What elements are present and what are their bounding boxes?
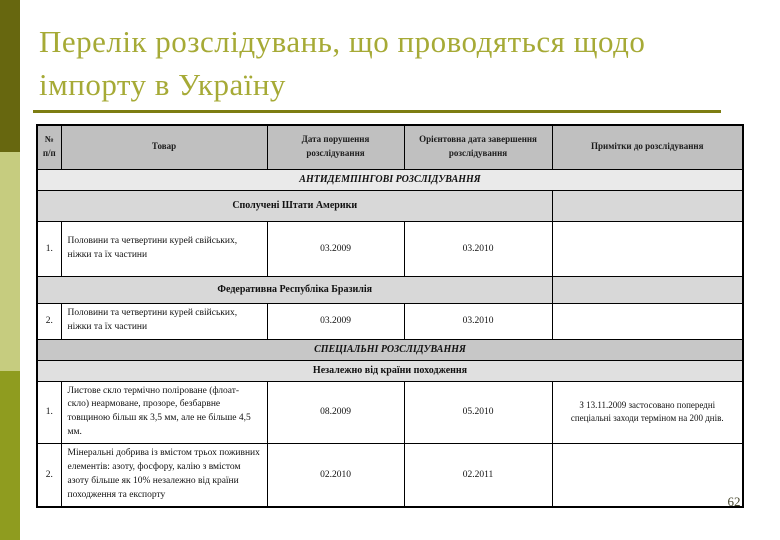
row-start-date: 03.2009 bbox=[267, 221, 404, 276]
section-row-special bbox=[37, 339, 743, 360]
table-row bbox=[37, 303, 743, 339]
country-label-brazil: Федеративна Республіка Бразилія bbox=[37, 276, 552, 303]
header-product: Товар bbox=[61, 125, 267, 169]
accent-bar-segment-dark bbox=[0, 0, 20, 152]
row-end-date: 03.2010 bbox=[404, 303, 552, 339]
row-start-date: 08.2009 bbox=[267, 381, 404, 443]
table-row bbox=[37, 221, 743, 276]
section-label-antidumping: АНТИДЕМПІНГОВІ РОЗСЛІДУВАННЯ bbox=[37, 169, 743, 190]
header-start-date: Дата порушення розслідування bbox=[267, 125, 404, 169]
country-row-usa bbox=[37, 190, 743, 221]
row-start-date: 02.2010 bbox=[267, 443, 404, 507]
row-end-date: 05.2010 bbox=[404, 381, 552, 443]
row-notes bbox=[552, 303, 743, 339]
country-row-brazil bbox=[37, 276, 743, 303]
table-header-row bbox=[37, 125, 743, 169]
row-product: Половини та четвертини курей свійських, ніжки та їх частини bbox=[61, 221, 267, 276]
section-row-any-origin bbox=[37, 360, 743, 381]
header-end-date: Орієнтовна дата завершення розслідування bbox=[404, 125, 552, 169]
slide-title: Перелік розслідувань, що проводяться щодо імпорту в Україну bbox=[39, 24, 646, 103]
row-number: 1. bbox=[37, 221, 61, 276]
section-label-special: СПЕЦІАЛЬНІ РОЗСЛІДУВАННЯ bbox=[37, 339, 743, 360]
row-end-date: 02.2011 bbox=[404, 443, 552, 507]
row-end-date: 03.2010 bbox=[404, 221, 552, 276]
accent-bar-segment-light bbox=[0, 152, 20, 371]
title-underline bbox=[33, 110, 721, 113]
row-product: Половини та четвертини курей свійських, ніжки та їх частини bbox=[61, 303, 267, 339]
slide-number: 62 bbox=[727, 494, 741, 509]
table-row bbox=[37, 443, 743, 507]
table-row bbox=[37, 381, 743, 443]
left-accent-bar bbox=[0, 0, 20, 540]
row-notes: З 13.11.2009 застосовано попередні спеціальні заходи терміном на 200 днів. bbox=[552, 381, 743, 443]
header-num: № п/п bbox=[37, 125, 61, 169]
row-notes bbox=[552, 221, 743, 276]
row-number: 2. bbox=[37, 443, 61, 507]
section-label-any-origin: Незалежно від країни походження bbox=[37, 360, 743, 381]
investigations-table bbox=[36, 124, 744, 508]
section-row-antidumping bbox=[37, 169, 743, 190]
accent-bar-segment-olive bbox=[0, 371, 20, 540]
row-product: Мінеральні добрива із вмістом трьох поживних елементів: азоту, фосфору, калію з вмістом азоту більше як 10% незалежно від країни походження та експорту bbox=[61, 443, 267, 507]
row-start-date: 03.2009 bbox=[267, 303, 404, 339]
country-label-usa: Сполучені Штати Америки bbox=[37, 190, 552, 221]
row-number: 2. bbox=[37, 303, 61, 339]
country-row-brazil-notes-cell bbox=[552, 276, 743, 303]
country-row-usa-notes-cell bbox=[552, 190, 743, 221]
header-notes: Примітки до розслідування bbox=[552, 125, 743, 169]
row-number: 1. bbox=[37, 381, 61, 443]
row-product: Листове скло термічно поліроване (флоат-скло) неармоване, прозоре, безбарвне товщиною більш як 3,5 мм, але не більше 4,5 мм. bbox=[61, 381, 267, 443]
